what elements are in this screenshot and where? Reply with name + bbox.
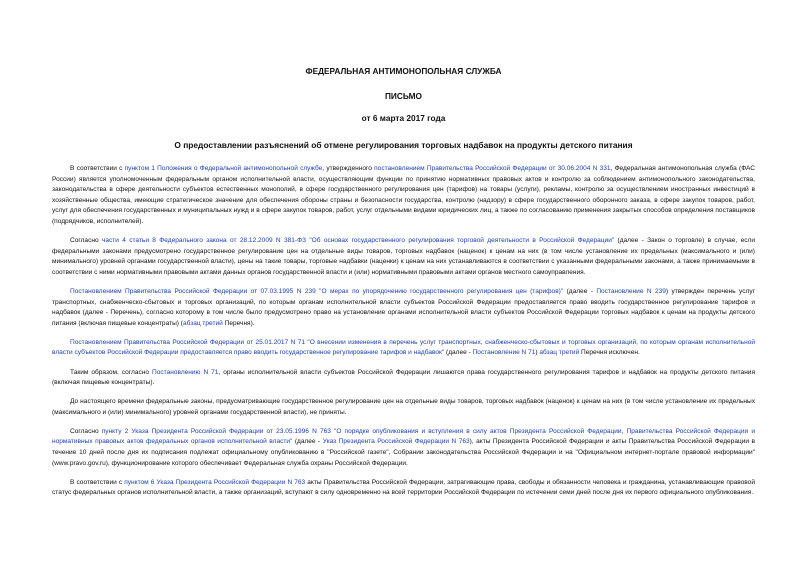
text: , Федеральная антимонопольная служба (ФАС России) является уполномоченным федеральным органом исполнительной власти, осуществляющим функции по принятию нормативных правовых актов и контролю за соблюдением антимонопольного законодательства, законодательства в сфере деятельности субъектов естественных монополий, в сфере государственного регулирования цен (тарифов) на товары (услуги), рекламы, контролю за осуществлением иностранных инвестиций в хозяйственные общества, имеющие стратегическое значение для обеспечения обороны страны и безопасности государства, контролю (надзору) в сфере государственного оборонного заказа, в сфере закупок товаров, работ, услуг для обеспечения государственных и муниципальных нужд и в сфере закупок товаров, работ, услуг отдельными видами юридических лиц, а также по согласованию применения закрытых способов определения поставщиков (подрядчиков, исполнителей). — [52, 165, 755, 225]
link-resolution-239[interactable]: Постановлением Правительства Российской Федерации от 07.03.1995 N 239 "О мерах по упорядочению государственного регулирования цен (тарифов)" — [70, 287, 564, 295]
link-resolution-71-short[interactable]: Постановление N 71 — [472, 349, 536, 357]
link-paragraph-three[interactable]: абзац третий — [182, 319, 223, 327]
document-date: от 6 марта 2017 года — [361, 113, 446, 123]
document-title: О предоставлении разъяснений об отмене регулирования торговых надбавок на продукты детского питания — [174, 140, 633, 150]
text: Согласно — [70, 427, 102, 435]
link-decree-763-p6[interactable]: пунктом 6 Указа Президента Российской Федерации N 763 — [124, 478, 306, 486]
text: Согласно — [70, 237, 102, 245]
text: (далее - — [444, 349, 473, 357]
link-government-resolution-331[interactable]: постановлением Правительства Российской Федерации от 30.06.2004 N 331 — [374, 165, 611, 172]
text: ) — [535, 349, 540, 357]
text: Перечня исключен. — [579, 349, 640, 357]
paragraph-1 — [52, 164, 755, 228]
paragraph-6 — [52, 397, 755, 418]
paragraph-3 — [52, 287, 755, 329]
text: (далее - — [292, 438, 323, 446]
link-federal-law-381[interactable]: части 4 статьи 8 Федерального закона от 28.12.2009 N 381-ФЗ "Об основах государственного регулирования торговой деятельности в Российской Федерации" — [101, 237, 615, 245]
paragraph-4 — [52, 338, 755, 359]
text: , утвержденного — [322, 165, 375, 172]
link-resolution-71[interactable]: Постановлением Правительства Российской Федерации от 25.01.2017 N 71 "О внесении изменения в перечень услуг транспортных, снабженческо-сбытовых и торговых организаций, по которым органам исполнительной власти субъектов Российской Федерации предоставляется право вводить государственное регулирование тарифов и надбавок" — [52, 338, 755, 357]
text: ) утвержден перечень услуг транспортных, снабженческо-сбытовых и торговых организаций, по которым органам исполнительной власти субъектов Российской Федерации предоставляется право вводить государственное регулирование тарифов и надбавок (далее - Перечень), согласно которому в том числе было предусмотрено право на установление органами исполнительной власти субъектов Российской Федерации торговых надбавок к ценам на продукты детского питания (включая пищевые концентраты) ( — [52, 287, 756, 327]
link-resolution-239-short[interactable]: Постановление N 239 — [596, 287, 666, 295]
link-decree-763-short[interactable]: Указ Президента Российской Федерации N 763 — [322, 438, 470, 446]
text: Перечня). — [222, 319, 255, 327]
text: (далее - — [563, 287, 597, 295]
text: До настоящего времени федеральные законы, предусматривающие государственное регулирование цен на отдельные виды товаров, торговых надбавок (наценок) к ценам на них (в том числе установление их предельных (максимального и (или) минимального) уровней органами государственной власти), не приняты. — [52, 398, 755, 416]
link-decree-763-p2[interactable]: пункту 2 Указа Президента Российской Федерации от 23.05.1996 N 763 "О порядке опубликования и вступления в силу актов Президента Российской Федерации, Правительства Российской Федерации и нормативных правовых актов федеральных органов исполнительной власти" — [52, 427, 755, 446]
text: ), акты Президента Российской Федерации и акты Правительства Российской Федерации в течение 10 дней после дня их подписания подлежат официальному опубликованию в "Российской газете", Собрании законодательства Российской Федерации и на "Официальном интернет-портале правовой информации" (www.pravo.gov.ru), функционирование которого обеспечивает Федеральная служба охраны Российской Федерации. — [52, 438, 755, 467]
link-fas-regulation[interactable]: пунктом 1 Положения о Федеральной антимонопольной службе — [124, 165, 323, 172]
link-resolution-71-ref[interactable]: Постановлению N 71 — [152, 368, 219, 376]
text: , органы исполнительной власти субъектов Российской Федерации лишаются права государственного регулирования тарифов и надбавок на продукты детского питания (включая пищевые концентраты). — [52, 368, 756, 387]
text: (далее - Закон о торговле) в случае, если федеральными законами предусмотрено государственное регулирование цен на отдельные виды товаров, торговых надбавок (наценок) к ценам на них (в том числе установление их предельных (максимального и (или) минимального) уровней органами государственной власти), цены на такие товары, торговые надбавки (наценки) к ценам на них устанавливаются в соответствии с указанными федеральными законами, а также принимаемыми в соответствии с ними нормативными правовыми актами данных органов государственной власти и (или) нормативными правовыми актами органов местного самоуправления. — [52, 237, 755, 276]
agency-name: ФЕДЕРАЛЬНАЯ АНТИМОНОПОЛЬНАЯ СЛУЖБА — [305, 66, 502, 76]
document-body — [52, 164, 755, 507]
text: В соответствии с — [70, 165, 125, 172]
document-type: ПИСЬМО — [384, 91, 423, 101]
text: Таким образом, согласно — [70, 368, 153, 376]
paragraph-5 — [52, 368, 755, 389]
text: В соответствии с — [70, 478, 125, 486]
link-paragraph-three-2[interactable]: абзац третий — [539, 349, 580, 357]
paragraph-8 — [52, 478, 755, 499]
text: акты Правительства Российской Федерации, затрагивающие права, свободы и обязанности человека и гражданина, устанавливающие правовой статус федеральных органов исполнительной власти, а также организаций, вступают в силу одновременно на всей территории Российской Федерации по истечении семи дней после дня их первого официального опубликования. — [52, 478, 755, 497]
paragraph-2 — [52, 236, 755, 278]
paragraph-7 — [52, 427, 755, 469]
